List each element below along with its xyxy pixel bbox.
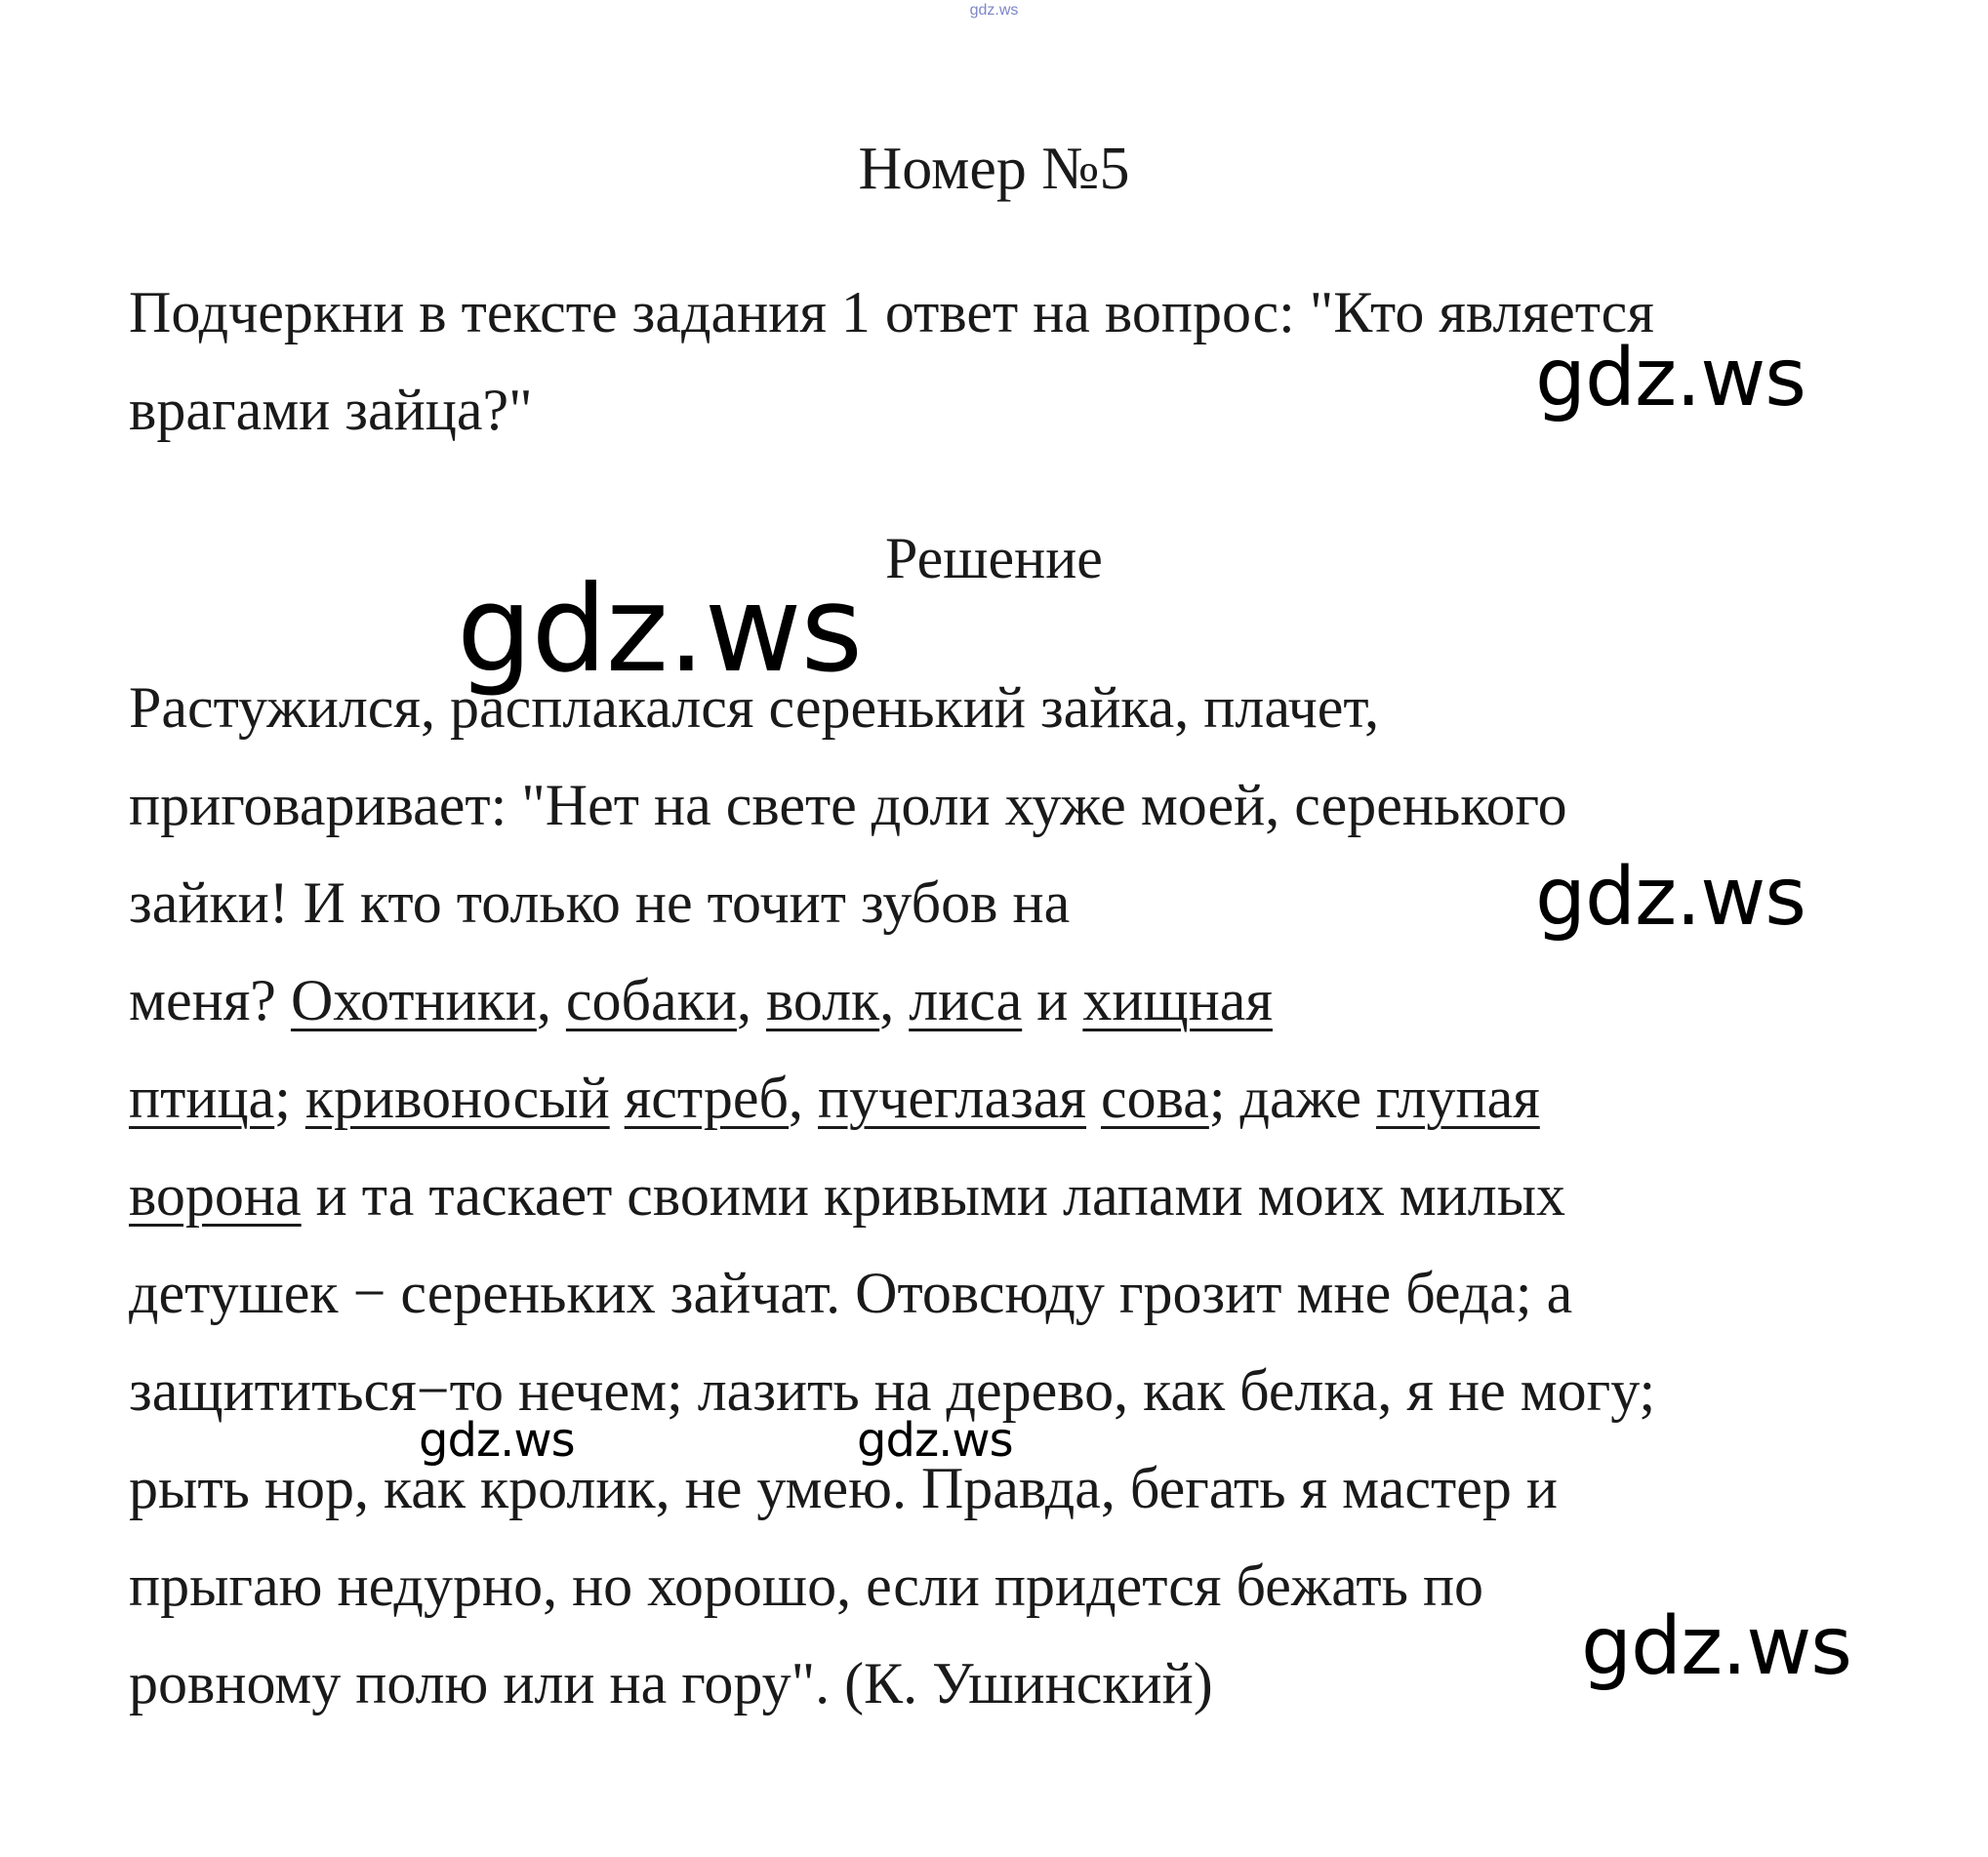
underlined-answer: ворона	[129, 1163, 302, 1228]
text-plain: ,	[879, 968, 910, 1032]
underlined-answer: лиса	[909, 968, 1023, 1032]
watermark: gdz.ws	[1535, 332, 1805, 424]
underlined-answer: хищная	[1082, 968, 1273, 1032]
underlined-answer: пучеглазая	[818, 1066, 1087, 1130]
watermark: gdz.ws	[857, 1413, 1013, 1468]
underlined-answer: собаки	[565, 968, 737, 1032]
text-line-11: ровному полю или на гору". (К. Ушинский)	[129, 1651, 1213, 1716]
underlined-answer: глупая	[1375, 1066, 1540, 1130]
text-line-8: защититься−то нечем; лазить на дерево, как белка, я не могу;	[129, 1358, 1656, 1423]
text-plain	[1086, 1066, 1101, 1130]
text-plain: ;	[274, 1066, 305, 1130]
text-plain: ,	[736, 968, 766, 1032]
underlined-answer: Охотники	[290, 968, 537, 1032]
solution-heading: Решение	[885, 526, 1103, 590]
page-title: Номер №5	[858, 136, 1130, 202]
underlined-answer: птица	[129, 1066, 275, 1130]
watermark: gdz.ws	[1535, 851, 1805, 944]
underlined-answer: кривоносый	[304, 1066, 610, 1130]
text-plain: и та таскает своими кривыми лапами моих милых	[301, 1163, 1566, 1228]
text-line-2: приговаривает: "Нет на свете доли хуже моей, серенького	[129, 773, 1567, 837]
text-line-5	[129, 1064, 1540, 1132]
task-line-2: врагами зайца?"	[129, 378, 533, 442]
watermark: gdz.ws	[419, 1413, 575, 1468]
text-line-1: Растужился, расплакался серенький зайка, плачет,	[129, 675, 1380, 740]
text-plain: и	[1022, 968, 1083, 1032]
underlined-answer: ястреб	[624, 1066, 790, 1130]
text-plain	[610, 1066, 625, 1130]
text-line-6	[129, 1161, 1565, 1230]
text-line-3: зайки! И кто только не точит зубов на	[129, 870, 1071, 935]
text-line-9: рыть нор, как кролик, не умею. Правда, бегать я мастер и	[129, 1456, 1558, 1520]
text-plain: ; даже	[1208, 1066, 1376, 1130]
underlined-answer: волк	[765, 968, 880, 1032]
task-line-1: Подчеркни в тексте задания 1 ответ на вопрос: "Кто является	[129, 280, 1654, 344]
underlined-answer: сова	[1101, 1066, 1209, 1130]
watermark: gdz.ws	[1581, 1600, 1851, 1693]
text-line-4	[129, 966, 1273, 1034]
watermark: gdz.ws	[457, 560, 863, 699]
text-line-10: прыгаю недурно, но хорошо, если придется бежать по	[129, 1554, 1484, 1618]
text-plain: меня?	[129, 968, 291, 1032]
text-plain: ,	[536, 968, 566, 1032]
small-watermark: gdz.ws	[969, 2, 1019, 19]
text-line-7: детушек − сереньких зайчат. Отовсюду грозит мне беда; а	[129, 1261, 1573, 1325]
text-plain: ,	[789, 1066, 819, 1130]
